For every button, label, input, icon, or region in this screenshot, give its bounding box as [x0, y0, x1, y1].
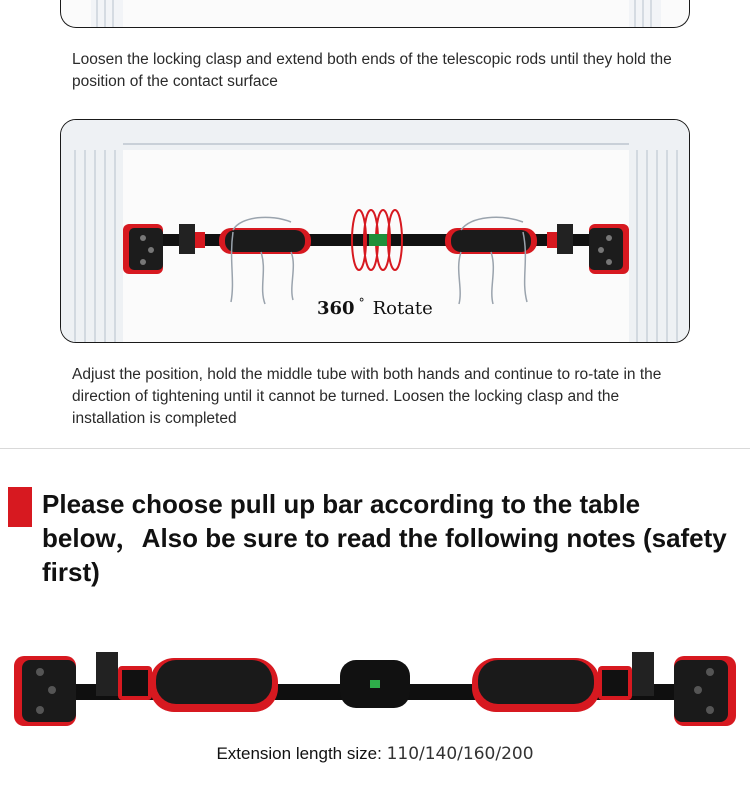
extension-length-line [0, 744, 750, 764]
right-end-cap [547, 224, 629, 274]
section-divider [0, 448, 750, 449]
rotate-degrees-value: 360 [317, 298, 355, 319]
heading-accent-bar [8, 487, 32, 527]
product-bar-image [0, 646, 750, 736]
degree-symbol: ° [358, 296, 365, 310]
rotate-illustration [60, 119, 690, 343]
step-caption-rotate: Adjust the position, hold the middle tube with both hands and continue to ro-tate in the direction of tightening until it cannot be turned. Loosen the locking clasp and the installation is completed [72, 366, 662, 427]
right-grip [445, 228, 537, 254]
rotate-word: Rotate [372, 298, 433, 319]
left-end-cap [123, 224, 205, 274]
step-caption-extend: Loosen the locking clasp and extend both ends of the telescopic rods until they hold the position of the contact surface [72, 51, 672, 90]
rotate-label [317, 296, 433, 319]
notice-heading: Please choose pull up bar according to the table below，Also be sure to read the following notes (safety first) [42, 489, 727, 587]
product-left-grip [150, 658, 278, 712]
door-frame-illustration-top [60, 0, 690, 28]
product-right-grip [472, 658, 600, 712]
extension-length-label: Extension length size: [216, 744, 382, 763]
door-frame-edge-graphic [61, 0, 690, 28]
extension-length-values: 110/140/160/200 [386, 744, 534, 764]
